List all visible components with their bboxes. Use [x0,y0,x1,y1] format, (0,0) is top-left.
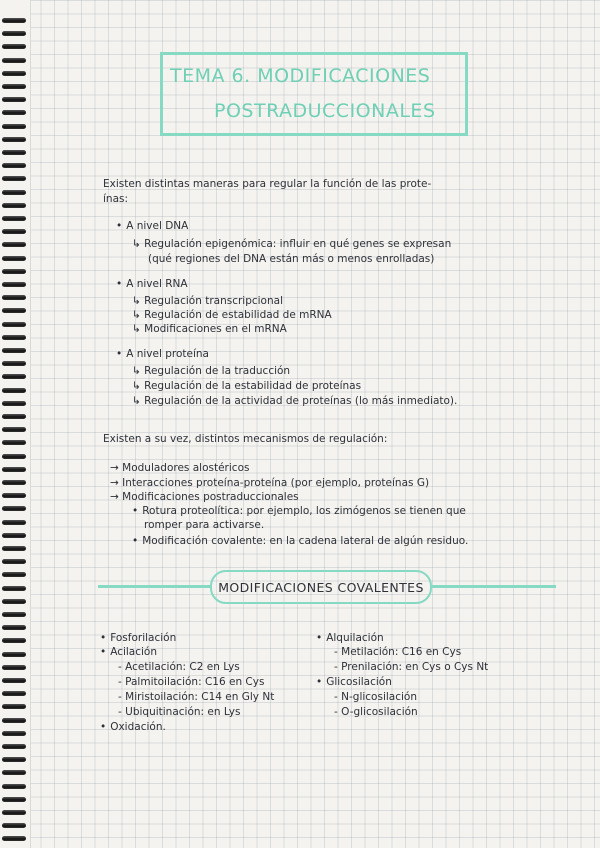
level-rna-text-3: Modificaciones en el mRNA [144,323,287,335]
branch-arrow-icon: ↳ [132,309,145,321]
level-dna-item-2: (qué regiones del DNA están más o menos enrolladas) [148,253,435,265]
mechanism-sub-1: • Rotura proteolítica: por ejemplo, los zimógenos se tienen que [132,505,466,518]
mechanism-text-2: Interacciones proteína-proteína (por ejemplo, proteínas G) [122,477,430,489]
level-rna-item-3 [132,323,287,336]
level-protein-item-2 [132,380,361,393]
branch-arrow-icon: ↳ [132,395,145,407]
branch-arrow-icon: ↳ [132,323,145,335]
section-title: MODIFICACIONES COVALENTES [210,570,432,604]
acil-item-2: - Palmitoilación: C16 en Cys [118,676,265,688]
mechanism-item-2 [110,477,429,490]
branch-arrow-icon: ↳ [132,295,145,307]
gli-text-1: N-glicosilación [341,691,417,703]
glicosilacion-item: • Glicosilación [316,676,392,689]
acil-item-1: - Acetilación: C2 en Lys [118,661,240,673]
branch-arrow-icon: ↳ [132,380,145,392]
level-dna-item-1 [132,238,451,251]
mechanism-sub-1-cont: romper para activarse. [144,519,265,531]
arrow-right-icon: → [110,491,123,503]
oxidacion-item: • Oxidación. [100,721,166,734]
acil-item-4: - Ubiquitinación: en Lys [118,706,241,718]
mechanism-text-1: Moduladores alostéricos [122,462,250,474]
alq-item-1: - Metilación: C16 en Cys [334,646,462,658]
level-rna-label: • A nivel RNA [116,278,188,291]
level-protein-label: • A nivel proteína [116,348,209,361]
acil-text-3: Miristoilación: C14 en Gly Nt [125,691,275,703]
acil-item-3: - Miristoilación: C14 en Gly Nt [118,691,275,703]
level-dna-text-1: Regulación epigenómica: influir en qué genes se expresan [144,238,452,250]
alq-text-1: Metilación: C16 en Cys [341,646,462,658]
mechanisms-intro: Existen a su vez, distintos mecanismos de regulación: [103,433,388,445]
acil-text-1: Acetilación: C2 en Lys [125,661,240,673]
alq-item-2: - Prenilación: en Cys o Cys Nt [334,661,489,673]
acil-text-4: Ubiquitinación: en Lys [125,706,241,718]
mechanism-text-3: Modificaciones postraduccionales [122,491,299,503]
intro-line-2: ínas: [103,193,129,205]
level-protein-text-1: Regulación de la traducción [144,365,291,377]
arrow-right-icon: → [110,462,123,474]
level-rna-item-1 [132,295,283,308]
arrow-right-icon: → [110,477,123,489]
mechanism-item-1 [110,462,249,475]
mechanism-sub-2: • Modificación covalente: en la cadena lateral de algún residuo. [132,535,468,548]
branch-arrow-icon: ↳ [132,365,145,377]
level-rna-item-2 [132,309,332,322]
gli-text-2: O-glicosilación [341,706,418,718]
acilacion-item: • Acilación [100,646,157,659]
level-protein-text-2: Regulación de la estabilidad de proteínas [144,380,362,392]
level-dna-label: • A nivel DNA [116,220,188,233]
level-rna-text-2: Regulación de estabilidad de mRNA [144,309,332,321]
acil-text-2: Palmitoilación: C16 en Cys [125,676,265,688]
level-protein-item-3 [132,395,457,408]
section-divider-right [432,585,556,588]
page-title-line-2: POSTRADUCCIONALES [214,100,436,122]
level-rna-text-1: Regulación transcripcional [144,295,283,307]
section-divider-left [98,585,210,588]
page-title-line-1: TEMA 6. MODIFICACIONES [170,65,431,87]
level-protein-text-3: Regulación de la actividad de proteínas (lo más inmediato). [144,395,458,407]
alq-text-2: Prenilación: en Cys o Cys Nt [341,661,489,673]
mechanism-item-3 [110,491,299,504]
fosforilacion-item: • Fosforilación [100,632,176,645]
branch-arrow-icon: ↳ [132,238,145,250]
gli-item-1: - N-glicosilación [334,691,417,703]
alquilacion-item: • Alquilación [316,632,384,645]
gli-item-2: - O-glicosilación [334,706,418,718]
level-protein-item-1 [132,365,290,378]
intro-line-1: Existen distintas maneras para regular la función de las prote- [103,178,432,190]
